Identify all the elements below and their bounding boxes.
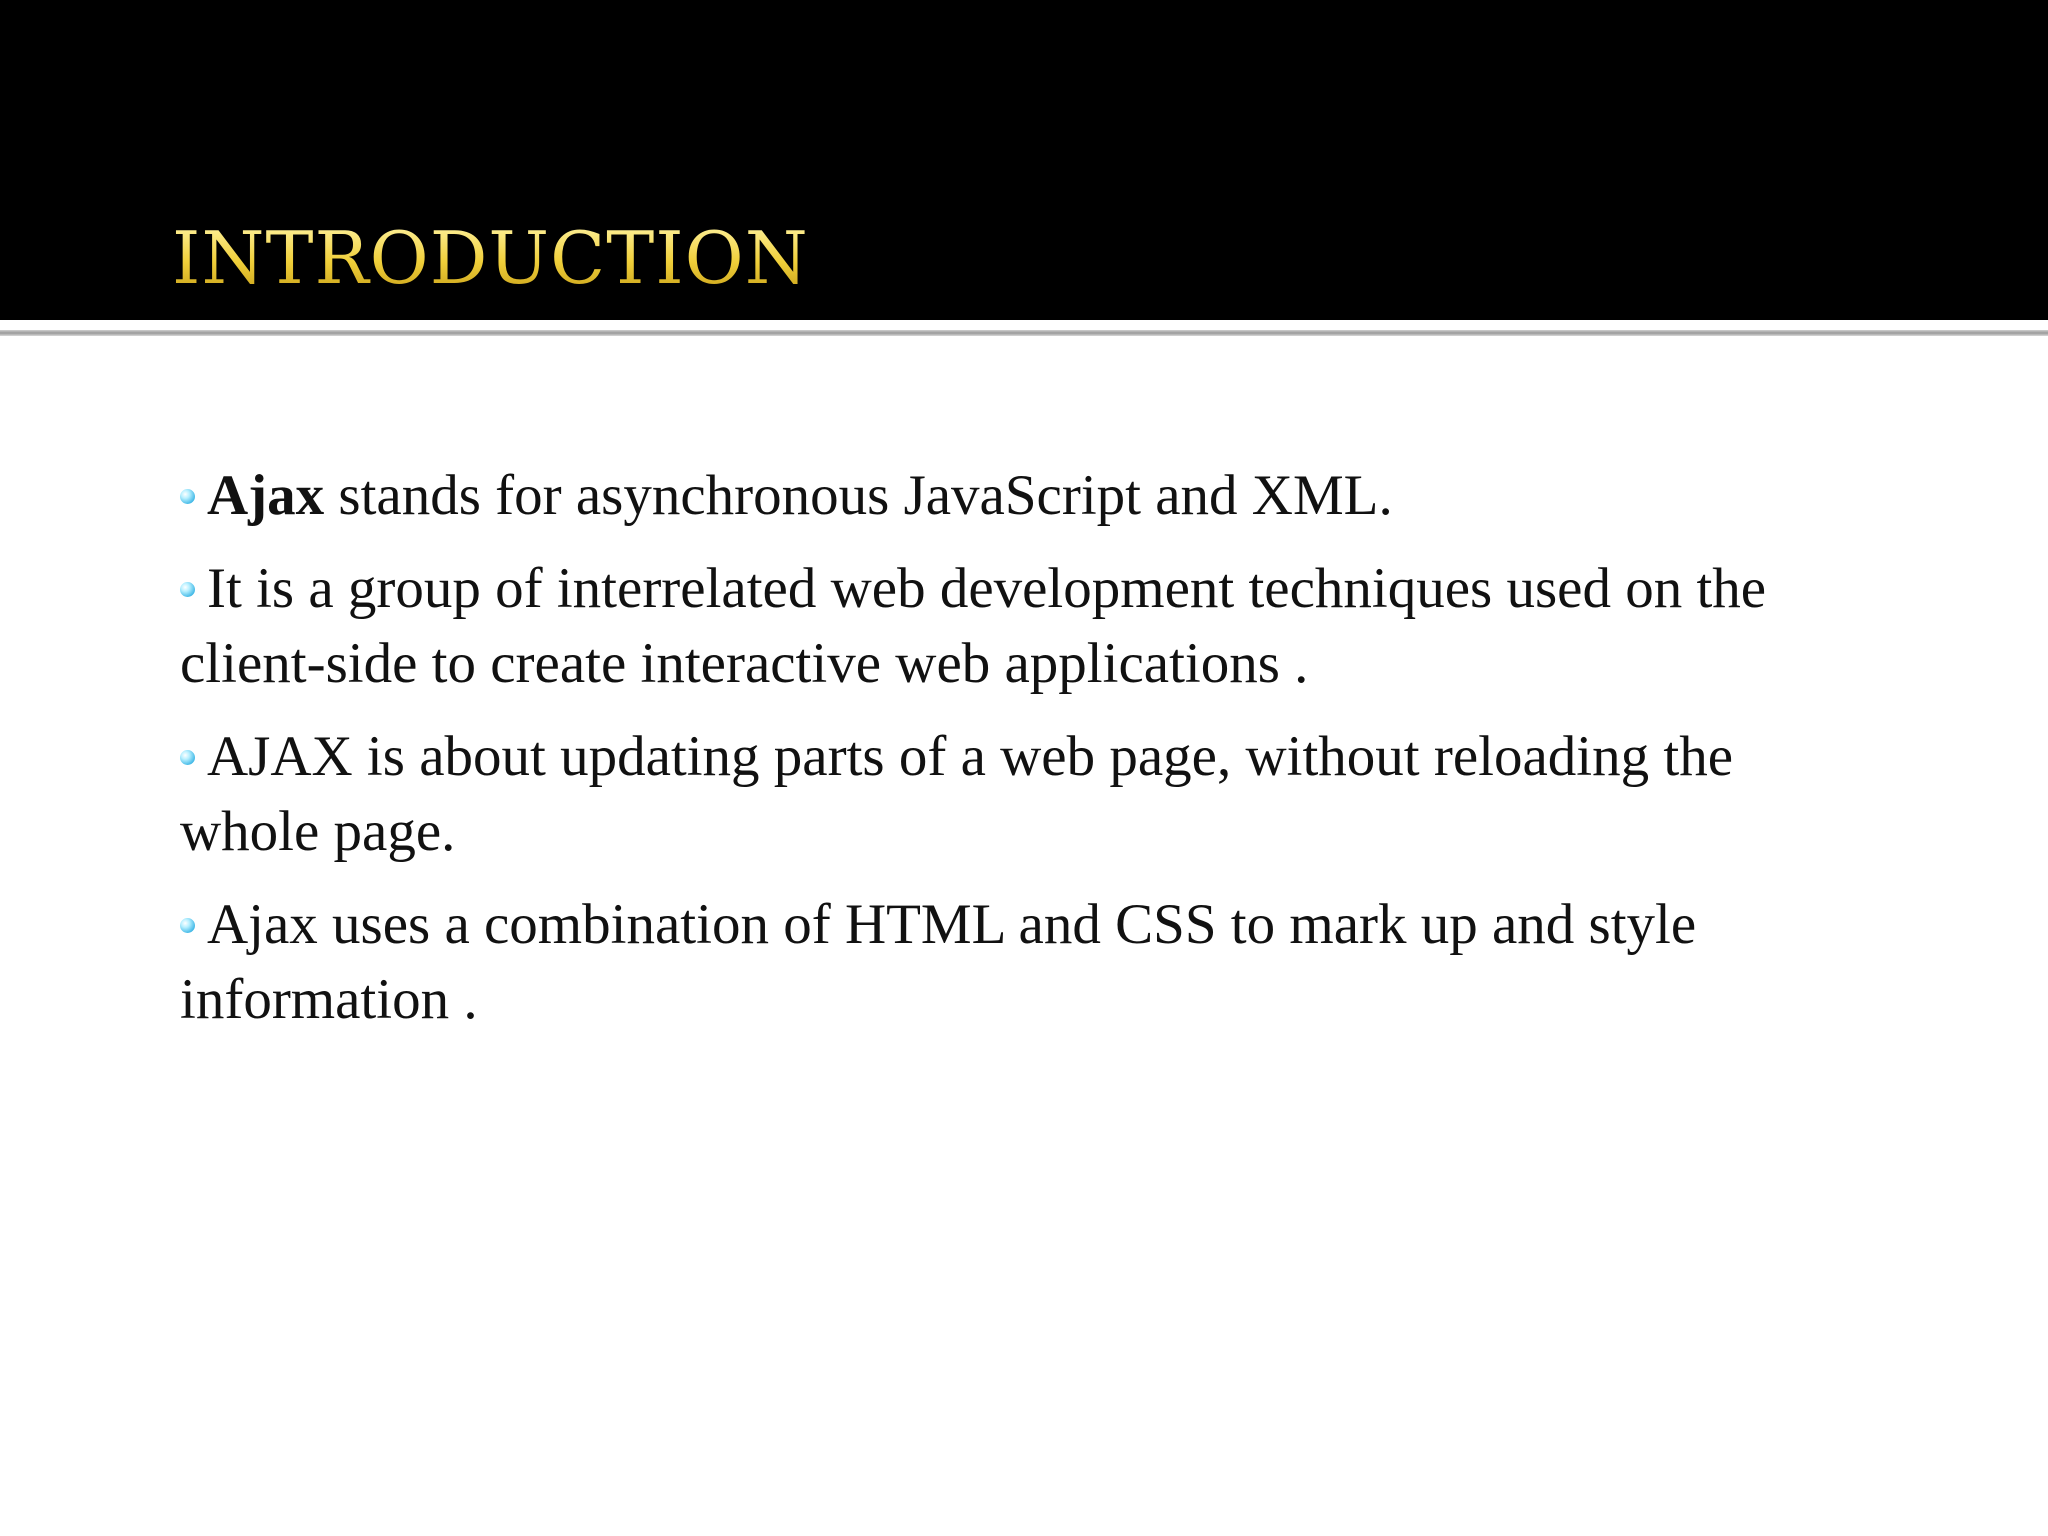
bullet-text: AJAX is about updating parts of a web page, without reloading the whole page. xyxy=(180,725,1734,863)
bullet-text: Ajax uses a combination of HTML and CSS to mark up and style information . xyxy=(180,893,1697,1031)
bullet-item xyxy=(180,551,1880,701)
slide-title: INTRODUCTION xyxy=(172,216,809,300)
bullet-text: stands for asynchronous JavaScript and XML. xyxy=(324,464,1393,527)
bullet-text: It is a group of interrelated web development techniques used on the client-side to create interactive web applications . xyxy=(180,557,1767,695)
bullet-bold-term: Ajax xyxy=(207,464,325,527)
bullet-item xyxy=(180,887,1880,1037)
title-divider-gray xyxy=(0,330,2048,336)
title-band xyxy=(0,0,2048,320)
bullet-dot-icon xyxy=(180,489,195,504)
bullet-dot-icon xyxy=(180,750,195,765)
title-divider-white xyxy=(0,320,2048,326)
bullet-dot-icon xyxy=(180,918,195,933)
bullet-list xyxy=(180,458,1880,1055)
bullet-dot-icon xyxy=(180,582,195,597)
bullet-item xyxy=(180,719,1880,869)
bullet-item xyxy=(180,458,1880,533)
